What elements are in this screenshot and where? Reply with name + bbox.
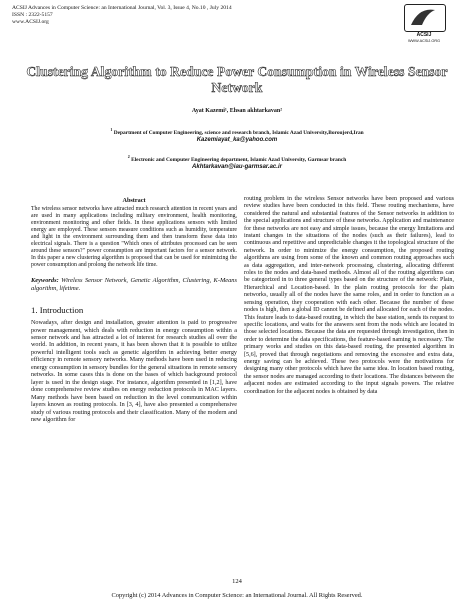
affiliation-text: Department of Computer Engineering, science and research branch, Islamic Azad University,Boroujerd,Iran [113,129,364,136]
left-column [31,197,237,424]
affiliation-number: 2 [127,154,130,159]
journal-url: www.ACSIJ.org [12,19,49,25]
affiliation-2 [60,153,414,171]
paper-title: Clustering Algorithm to Reduce Power Consumption in Wireless Sensor Network [26,64,448,95]
issn: ISSN : 2322-5157 [12,12,53,18]
journal-logo [396,4,452,44]
journal-line: ACSIJ Advances in Computer Science: an International Journal, Vol. 3, Issue 4, No.10 , July 2014 [12,5,232,11]
copyright-notice: Copyright (c) 2014 Advances in Computer Science: an International Journal. All Rights Reserved. [111,592,363,599]
logo-url: WWW.ACSIJ.ORG [407,39,441,43]
section-heading-introduction: 1. Introduction [31,304,84,315]
journal-header [12,5,312,26]
introduction-body: Nowadays, after design and installation, greater attention is paid to progressive power management, which deals with reduction in energy consumption within a sensor network and has attracted a lot of interest for research studies all over the world. In addition, in recent years, it has been shown that it is possible to utilize powerful intelligent tools such as genetic algorithm in achieving better energy efficiency in remote sensory networks. Many methods have been used in reducing energy consumption in sensory bundles for the general situations in remote sensory networks. In some cases this is done on the bases of which background protocol layer is used in the design stage. For instance, algorithm presented in [1,2], have done comprehensive review studies on energy reduction protocols in MAC layers. Many methods have been based on reduction in the level communication within layers known as routing protocols. In [3, 4], have also presented a comprehensive study of various routing protocols and their classification. Many of the modern and new algorithm for [31,320,237,423]
keywords-label: Keywords: [31,276,59,284]
affiliation-number: 1 [110,127,113,132]
abstract-body: The wireless sensor networks have attracted much research attention in recent years and are used in many applications including military environment, health monitoring, environment monitoring and other fields. In these applications sensors with limited energy are employed. These sensors measure conditions such as humidity, temperature and light in the environment surrounding them and then transform these data into electrical signals. There is a question "Which ones of attributes processed can be seen around these sensors?" power consumption are important factors for a sensor network. In this paper a new clustering algorithm is proposed that can be used for minimizing the power consumption and prolong the network life time. [31,206,237,268]
logo-frame [404,4,446,32]
keywords [31,277,237,293]
abstract-heading: Abstract [122,197,146,204]
page-number: 124 [232,578,242,585]
affiliation-email: Kazemiayat_ka@yahoo.com [196,136,278,143]
right-column [244,196,454,396]
logo-caption: ACSIJ [416,32,432,38]
logo-swoosh-icon [405,5,445,31]
affiliation-email: Akhtarkavan@iau-garmsar.ac.ir [192,163,282,170]
right-column-body: routing problem in the wireless Sensor networks have been proposed and various review studies have been conducted in this field. These routing mechanisms, have considered the natural and substantial features of the Sensor networks in addition to the special applications and structure of these networks. Application and maintenance for these networks are not easy and simple issues, because the energy limitations and instant changes in the situations of the nodes (such as their failures), lead to continuous and repetitive and unpredictable changes it the topological structure of the network. In order to minimize the energy consumption, the proposed routing algorithms are using from some of the known and common routing approaches such as data aggregation, and inter-network processing, clustering, allocating different roles to the nodes and data-based methods. Almost all of the routing algorithms can be categorized in to three general types based on the structure of the network: Plain, Hierarchical and Location-based. In the plain routing protocols for the plain networks, usually all of the nodes have the same roles, and in order to function as a sensing operation, they cooperation with each other. Because the number of these nodes is high, then a global ID cannot be defined and allocated for each of the nodes. This feature leads to data-based routing, in which the base station, sends its request to specific locations, and waits for the answers sent from the nods which are located in those selected locations. Because the data are requested through investigation, then in order to determine the data specifications, the feature-based naming is necessary. The primary works and studies on this data-based routing, the presented algorithm in [5,6], proved that through negotiations and removing the excessive and extra data, energy saving can be achieved. These two protocols were the motivations for designing many other protocols which have the same idea. In location based routing, the sensor nodes are managed according to their locations. The distances between the adjacent nodes are estimated according to the input signals powers. The relative coordination for the adjacent nodes is obtained by data [244,196,454,395]
keywords-text: Wireless Sensor Network, Genetic Algorithm, Clustering, K-Means algorithm, lifetime. [31,276,237,292]
affiliation-1 [60,126,414,144]
authors: Ayat Kazemi¹, Ehsan akhtarkavan² [191,108,283,114]
affiliation-text: Electronic and Computer Engineering department, Islamic Azad University, Garmsar branch [131,156,347,163]
